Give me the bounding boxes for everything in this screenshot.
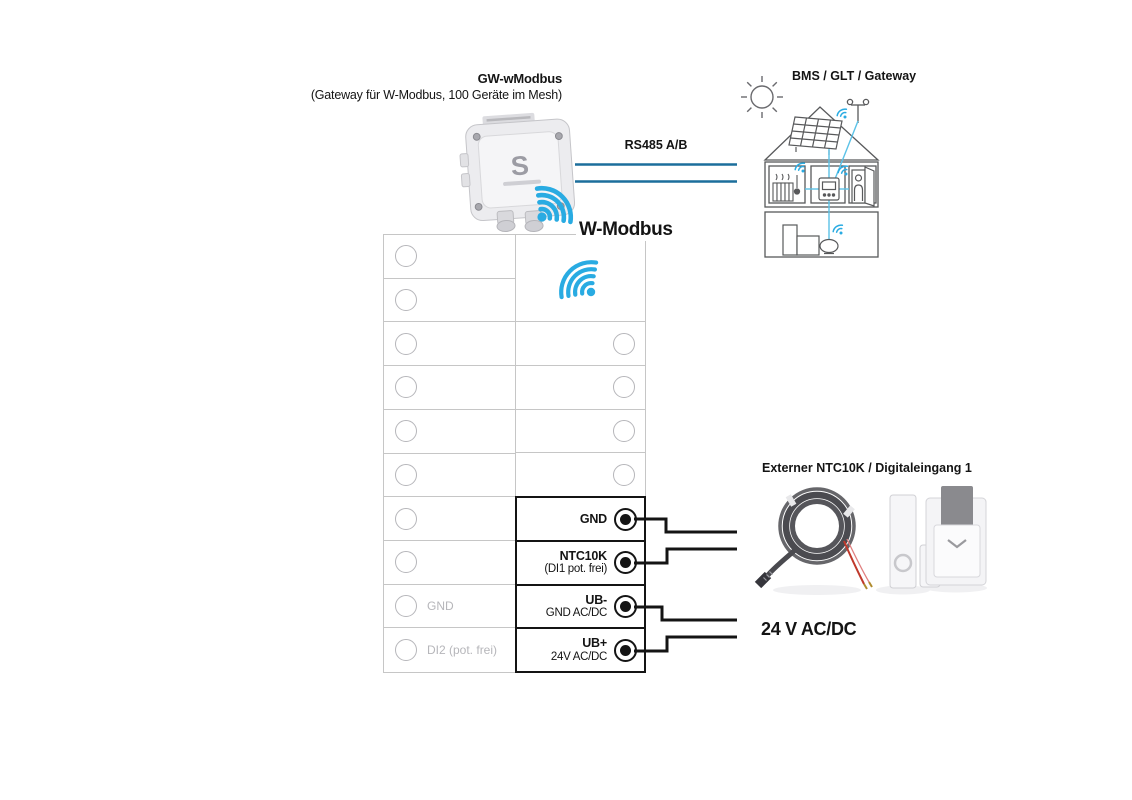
thermostat-icon [819, 178, 839, 200]
table-row [384, 585, 515, 629]
terminal-circle [395, 595, 417, 617]
terminal-circle [395, 376, 417, 398]
external-devices-images [750, 482, 992, 604]
ntc-sensor-cable-image [758, 489, 872, 589]
terminal-circle [395, 420, 417, 442]
cable-gland [496, 210, 515, 232]
wmodbus-label: W-Modbus [576, 219, 676, 241]
terminal-sub: (DI1 pot. frei) [544, 563, 607, 576]
table-row [384, 279, 515, 323]
table-row [384, 235, 515, 279]
terminal-circle [395, 289, 417, 311]
table-row [516, 322, 645, 366]
rs485-bus-lines [575, 165, 737, 182]
s-logo: S [509, 150, 530, 182]
terminal-wires [634, 519, 737, 651]
table-row [384, 541, 515, 585]
gateway-title: GW-wModbus [477, 71, 562, 86]
sun-icon [741, 76, 783, 118]
terminal-name: GND [579, 511, 607, 526]
terminal-name: NTC10K [559, 548, 607, 563]
bms-label: BMS / GLT / Gateway [792, 69, 917, 83]
terminal-label: GND [427, 598, 454, 613]
terminal-name: UB- [585, 592, 607, 607]
terminal-circle [613, 464, 635, 486]
table-row [384, 410, 515, 454]
power-supply-label: 24 V AC/DC [761, 619, 857, 639]
terminal-sub: GND AC/DC [545, 607, 607, 620]
terminal-table-right-column [516, 235, 645, 672]
terminal-name: UB+ [582, 636, 607, 651]
terminal-contact [614, 551, 637, 574]
terminal-circle [395, 245, 417, 267]
terminal-circle [395, 464, 417, 486]
terminal-cell-ub-minus [515, 584, 646, 630]
terminal-table-left-column [384, 235, 516, 672]
terminal-contact [614, 639, 637, 662]
terminal-circle [613, 420, 635, 442]
terminal-circle [395, 551, 417, 573]
table-row [384, 454, 515, 498]
building-illustration [725, 75, 890, 265]
terminal-contact [614, 508, 637, 531]
terminal-cell-gnd [515, 496, 646, 542]
table-row [384, 497, 515, 541]
key-card-switch-image [926, 486, 986, 585]
table-row [384, 628, 515, 672]
gateway-device-image [458, 108, 588, 233]
wifi-cell [516, 235, 645, 322]
terminal-cell-ub-plus [515, 627, 646, 673]
table-row [384, 322, 515, 366]
table-row [516, 366, 645, 410]
terminal-cell-ntc10k [515, 540, 646, 586]
terminal-circle [395, 508, 417, 530]
table-row [384, 366, 515, 410]
anemometer-icon [847, 99, 868, 123]
external-section-title: Externer NTC10K / Digitaleingang 1 [762, 461, 972, 475]
gateway-title-block [262, 71, 562, 102]
terminal-table [383, 234, 646, 673]
terminal-circle [395, 639, 417, 661]
terminal-circle [613, 376, 635, 398]
terminal-contact [614, 595, 637, 618]
table-row [516, 410, 645, 454]
terminal-circle [395, 333, 417, 355]
wifi-icon [551, 256, 601, 300]
table-row [516, 454, 645, 498]
rs485-bus-label: RS485 A/B [624, 138, 688, 152]
terminal-circle [613, 333, 635, 355]
person-door-icon [852, 167, 874, 206]
terminal-label: DI2 (pot. frei) [427, 643, 498, 658]
terminal-sub: 24V AC/DC [550, 650, 607, 663]
gateway-subtitle: (Gateway für W-Modbus, 100 Geräte im Mesh) [310, 88, 562, 102]
